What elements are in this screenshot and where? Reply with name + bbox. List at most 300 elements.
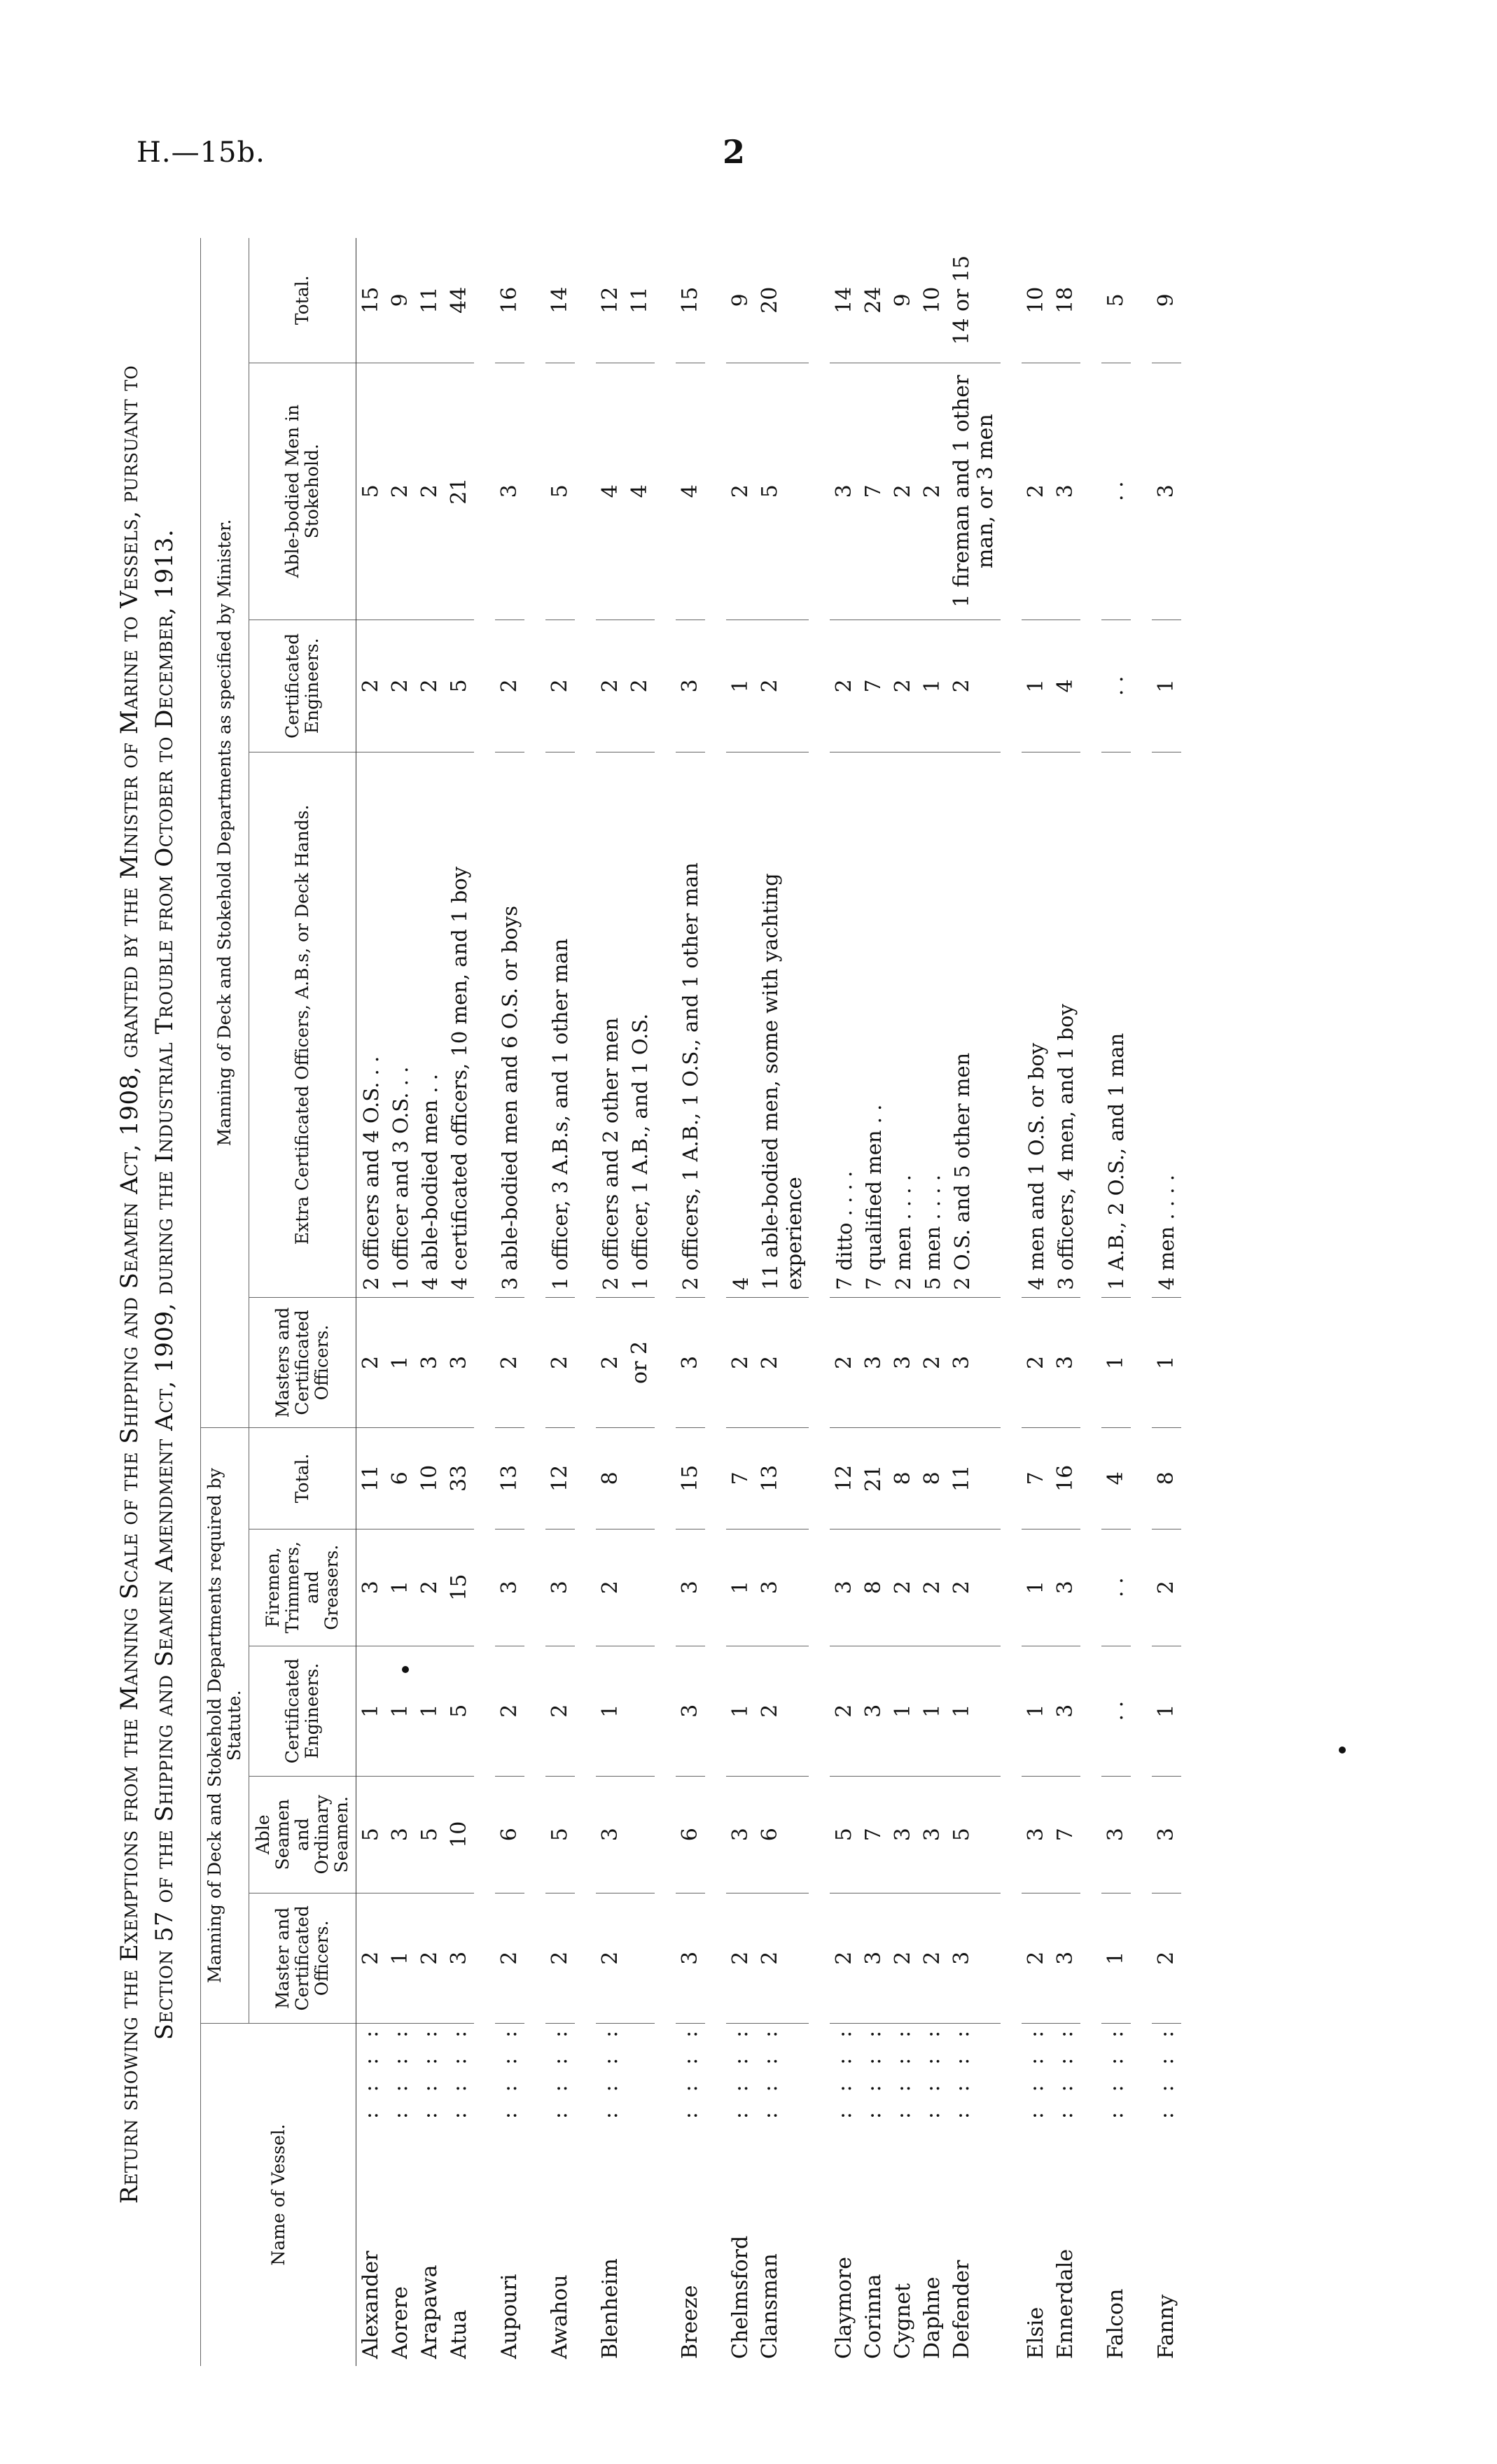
cell-sf: 2: [889, 1529, 918, 1646]
cell-me: 2: [356, 620, 387, 752]
vessel-name: Clansman: [758, 2253, 782, 2359]
cell-sf: 2: [1152, 1529, 1181, 1646]
cell-mm: 3: [1051, 1297, 1080, 1427]
cell-sf: 3: [495, 1529, 524, 1646]
cell-sm: 2: [1022, 1893, 1051, 2023]
cell-mm: 3: [947, 1297, 1001, 1427]
cell-se: 3: [1051, 1646, 1080, 1776]
cell-sf: 2: [415, 1529, 445, 1646]
vessel-name-cell: [356, 2023, 387, 2366]
cell-se: 3: [859, 1646, 889, 1776]
cell-sm: 2: [830, 1893, 859, 2023]
cell-mt: 18: [1051, 238, 1080, 363]
vessel-name-cell: [445, 2023, 474, 2366]
cell-mx: 3 officers, 4 men, and 1 boy: [1051, 752, 1080, 1297]
rotated-return-table-page: [112, 203, 1442, 2366]
cell-sm: [625, 1893, 655, 2023]
leader-dots: : : : :: [358, 2030, 383, 2120]
cell-me: 2: [415, 620, 445, 752]
cell-se: 5: [445, 1646, 474, 1776]
row-spacer-cell: [705, 238, 726, 2366]
row-spacer-cell: [474, 238, 495, 2366]
cell-ms: 2: [386, 363, 415, 620]
cell-sf: . .: [1101, 1529, 1131, 1646]
cell-mm: 2: [1022, 1297, 1051, 1427]
cell-sm: 2: [726, 1893, 756, 2023]
cell-sm: 3: [445, 1893, 474, 2023]
cell-mx: 11 able-bodied men, some with yachting experience: [756, 752, 809, 1297]
vessel-name-cell: [889, 2023, 918, 2366]
cell-st: 8: [918, 1428, 947, 1530]
cell-st: 8: [889, 1428, 918, 1530]
row-spacer: [809, 238, 830, 2366]
document-code: H.—15b.: [137, 136, 265, 169]
cell-sf: 1: [726, 1529, 756, 1646]
cell-me: 2: [830, 620, 859, 752]
row-spacer: [524, 238, 545, 2366]
col-header-minister-total: Total.: [249, 238, 356, 363]
cell-se: [625, 1646, 655, 1776]
cell-me: 2: [386, 620, 415, 752]
col-header-statute-engineers: Certificated Engineers.: [249, 1646, 356, 1776]
cell-sm: 3: [859, 1893, 889, 2023]
leader-dots: : : : :: [1024, 2030, 1048, 2120]
cell-sm: 3: [676, 1893, 705, 2023]
cell-sa: 3: [596, 1776, 625, 1893]
cell-ms: 4: [596, 363, 625, 620]
cell-mt: 16: [495, 238, 524, 363]
vessel-name: Fanny: [1154, 2294, 1178, 2359]
vessel-name: Falcon: [1103, 2288, 1128, 2359]
row-spacer-cell: [1080, 238, 1101, 2366]
cell-mm: 2: [596, 1297, 625, 1427]
cell-mx: 1 officer and 3 O.S. . .: [386, 752, 415, 1297]
cell-me: 5: [445, 620, 474, 752]
leader-dots: : : : :: [1154, 2030, 1178, 2120]
col-header-minister-extra: Extra Certificated Officers, A.B.s, or Deck Hands.: [249, 752, 356, 1297]
leader-dots: : : : :: [388, 2030, 412, 2120]
cell-st: 11: [947, 1428, 1001, 1530]
vessel-name: Atua: [447, 2309, 471, 2359]
col-header-statute-seamen: Able Seamen and Ordinary Seamen.: [249, 1776, 356, 1893]
ink-dot-mark: [1339, 1746, 1346, 1754]
cell-ms: 2: [726, 363, 756, 620]
cell-se: 1: [1152, 1646, 1181, 1776]
cell-ms: 2: [1022, 363, 1051, 620]
row-spacer-cell: [809, 238, 830, 2366]
cell-sf: 2: [918, 1529, 947, 1646]
cell-st: 13: [756, 1428, 809, 1530]
vessel-name-cell: [596, 2023, 625, 2366]
table-row: [830, 238, 859, 2366]
cell-mx: 1 officer, 3 A.B.s, and 1 other man: [545, 752, 575, 1297]
cell-sf: 3: [1051, 1529, 1080, 1646]
cell-mt: 15: [356, 238, 387, 363]
cell-me: 2: [756, 620, 809, 752]
vessel-name: Chelmsford: [728, 2235, 753, 2359]
cell-mx: 4 certificated officers, 10 men, and 1 boy: [445, 752, 474, 1297]
table-row: [1152, 238, 1181, 2366]
cell-sf: 1: [386, 1529, 415, 1646]
cell-mm: or 2: [625, 1297, 655, 1427]
cell-sm: 2: [918, 1893, 947, 2023]
cell-st: 21: [859, 1428, 889, 1530]
cell-sm: 3: [1051, 1893, 1080, 2023]
cell-sa: 3: [726, 1776, 756, 1893]
cell-sa: 3: [889, 1776, 918, 1893]
title-line-1: Return showing the Exemptions from the Manning Scale of the Shipping and Seamen Act, 1908, granted by the Minister of Marine to Vessels, pursuant to: [116, 365, 144, 2204]
leader-dots: : : : :: [598, 2030, 622, 2120]
cell-sa: 5: [830, 1776, 859, 1893]
cell-mt: 12: [596, 238, 625, 363]
row-spacer: [705, 238, 726, 2366]
cell-st: 10: [415, 1428, 445, 1530]
cell-mt: 20: [756, 238, 809, 363]
cell-ms: 7: [859, 363, 889, 620]
cell-me: 7: [859, 620, 889, 752]
cell-se: 3: [676, 1646, 705, 1776]
cell-sm: 2: [596, 1893, 625, 2023]
return-title: [112, 203, 182, 2366]
row-spacer: [575, 238, 596, 2366]
table-row: [676, 238, 705, 2366]
cell-st: 33: [445, 1428, 474, 1530]
vessel-name: Claymore: [832, 2257, 856, 2359]
vessel-name-cell: [676, 2023, 705, 2366]
cell-mx: 5 men . . . .: [918, 752, 947, 1297]
cell-mx: 7 ditto . . . .: [830, 752, 859, 1297]
vessel-name: Blenheim: [598, 2258, 622, 2359]
cell-me: 1: [918, 620, 947, 752]
col-header-vessel: Name of Vessel.: [201, 2023, 356, 2366]
cell-sf: 3: [830, 1529, 859, 1646]
cell-ms: 1 fireman and 1 other man, or 3 men: [947, 363, 1001, 620]
vessel-name-cell: [1152, 2023, 1181, 2366]
vessel-name: Aupouri: [497, 2274, 522, 2359]
cell-ms: 21: [445, 363, 474, 620]
cell-sf: 3: [676, 1529, 705, 1646]
cell-me: . .: [1101, 620, 1131, 752]
table-row: [596, 238, 625, 2366]
cell-se: 1: [889, 1646, 918, 1776]
vessel-name-cell: [756, 2023, 809, 2366]
row-spacer: [1001, 238, 1022, 2366]
cell-mx: 1 A.B., 2 O.S., and 1 man: [1101, 752, 1131, 1297]
cell-sa: 5: [947, 1776, 1001, 1893]
cell-mt: 11: [625, 238, 655, 363]
cell-sa: 6: [756, 1776, 809, 1893]
cell-me: 4: [1051, 620, 1080, 752]
cell-ms: 2: [415, 363, 445, 620]
row-spacer-cell: [655, 238, 676, 2366]
group-header-minister: Manning of Deck and Stokehold Departments as specified by Minister.: [201, 238, 249, 1428]
page-number: 2: [723, 133, 746, 171]
cell-sa: 5: [545, 1776, 575, 1893]
cell-sm: 1: [1101, 1893, 1131, 2023]
cell-sf: 1: [1022, 1529, 1051, 1646]
cell-me: 1: [1022, 620, 1051, 752]
cell-st: 13: [495, 1428, 524, 1530]
leader-dots: : : : :: [548, 2030, 572, 2120]
cell-se: 1: [356, 1646, 387, 1776]
cell-sa: 5: [415, 1776, 445, 1893]
cell-mm: 2: [495, 1297, 524, 1427]
cell-ms: . .: [1101, 363, 1131, 620]
cell-sm: 2: [1152, 1893, 1181, 2023]
cell-me: 1: [726, 620, 756, 752]
cell-mx: 4 able-bodied men . .: [415, 752, 445, 1297]
table-body: [356, 238, 1182, 2366]
cell-ms: 2: [918, 363, 947, 620]
table-row: [386, 238, 415, 2366]
cell-st: 16: [1051, 1428, 1080, 1530]
table-row: [889, 238, 918, 2366]
cell-se: 2: [545, 1646, 575, 1776]
vessel-name-cell: [386, 2023, 415, 2366]
cell-sf: 3: [545, 1529, 575, 1646]
cell-ms: 3: [495, 363, 524, 620]
vessel-name-cell: [625, 2023, 655, 2366]
cell-me: 2: [947, 620, 1001, 752]
cell-st: 15: [676, 1428, 705, 1530]
cell-sa: 10: [445, 1776, 474, 1893]
col-header-statute-total: Total.: [249, 1428, 356, 1530]
cell-st: 7: [1022, 1428, 1051, 1530]
cell-sm: 1: [386, 1893, 415, 2023]
leader-dots: : : : :: [758, 2030, 782, 2120]
table-row: [545, 238, 575, 2366]
leader-dots: : : : :: [949, 2030, 974, 2120]
cell-mm: 1: [386, 1297, 415, 1427]
cell-ms: 5: [545, 363, 575, 620]
cell-sf: 2: [596, 1529, 625, 1646]
cell-mt: 15: [676, 238, 705, 363]
row-spacer-cell: [524, 238, 545, 2366]
leader-dots: : : : :: [891, 2030, 915, 2120]
cell-sa: 7: [1051, 1776, 1080, 1893]
vessel-name-cell: [947, 2023, 1001, 2366]
vessel-name: Breeze: [678, 2285, 702, 2359]
vessel-name: Arapawa: [417, 2264, 442, 2359]
cell-mt: 9: [386, 238, 415, 363]
vessel-name-cell: [1022, 2023, 1051, 2366]
vessel-name: Awahou: [548, 2274, 572, 2359]
cell-sa: 3: [1152, 1776, 1181, 1893]
cell-mx: 2 men . . . .: [889, 752, 918, 1297]
cell-mm: 2: [756, 1297, 809, 1427]
cell-se: 1: [918, 1646, 947, 1776]
cell-st: 12: [830, 1428, 859, 1530]
cell-mm: 1: [1101, 1297, 1131, 1427]
ink-dot-mark: [402, 1666, 409, 1673]
cell-se: 1: [386, 1646, 415, 1776]
cell-mx: 4 men . . . .: [1152, 752, 1181, 1297]
col-header-statute-firemen: Firemen, Trimmers, and Greasers.: [249, 1529, 356, 1646]
cell-me: 2: [495, 620, 524, 752]
vessel-name-cell: [415, 2023, 445, 2366]
leader-dots: : : : :: [920, 2030, 945, 2120]
cell-sf: 2: [947, 1529, 1001, 1646]
cell-ms: 5: [756, 363, 809, 620]
table-row: [1051, 238, 1080, 2366]
vessel-name-cell: [1051, 2023, 1080, 2366]
cell-ms: 4: [625, 363, 655, 620]
cell-st: 7: [726, 1428, 756, 1530]
cell-mt: 24: [859, 238, 889, 363]
table-row: [495, 238, 524, 2366]
leader-dots: : : : :: [1053, 2030, 1078, 2120]
cell-se: 1: [596, 1646, 625, 1776]
vessel-name-cell: [859, 2023, 889, 2366]
vessel-name: Aorere: [388, 2286, 412, 2359]
vessel-name-cell: [918, 2023, 947, 2366]
cell-mx: 3 able-bodied men and 6 O.S. or boys: [495, 752, 524, 1297]
cell-sa: 3: [1101, 1776, 1131, 1893]
cell-mx: 7 qualified men . .: [859, 752, 889, 1297]
row-spacer-cell: [575, 238, 596, 2366]
row-spacer: [1131, 238, 1152, 2366]
cell-sa: 3: [386, 1776, 415, 1893]
vessel-name-cell: [1101, 2023, 1131, 2366]
table-row: [918, 238, 947, 2366]
cell-se: 2: [495, 1646, 524, 1776]
cell-ms: 3: [830, 363, 859, 620]
cell-mm: 2: [726, 1297, 756, 1427]
cell-mm: 2: [830, 1297, 859, 1427]
cell-mm: 3: [859, 1297, 889, 1427]
cell-se: 1: [415, 1646, 445, 1776]
cell-mm: 1: [1152, 1297, 1181, 1427]
cell-sa: [625, 1776, 655, 1893]
cell-se: 2: [756, 1646, 809, 1776]
col-header-statute-masters: Master and Certificated Officers.: [249, 1893, 356, 2023]
title-line-2: Section 57 of the Shipping and Seamen Amendment Act, 1909, during the Industrial Trouble from October to December, 1913.: [151, 528, 179, 2040]
cell-st: 4: [1101, 1428, 1131, 1530]
cell-sa: 7: [859, 1776, 889, 1893]
row-spacer-cell: [1001, 238, 1022, 2366]
cell-ms: 3: [1152, 363, 1181, 620]
cell-mt: 14 or 15: [947, 238, 1001, 363]
cell-st: 8: [596, 1428, 625, 1530]
cell-mx: 4 men and 1 O.S. or boy: [1022, 752, 1051, 1297]
leader-dots: : : : :: [497, 2030, 522, 2120]
cell-mx: 4: [726, 752, 756, 1297]
cell-st: 8: [1152, 1428, 1181, 1530]
cell-se: 1: [1022, 1646, 1051, 1776]
exemptions-table: [200, 238, 1181, 2366]
cell-mt: 14: [545, 238, 575, 363]
row-spacer: [1080, 238, 1101, 2366]
cell-me: 2: [596, 620, 625, 752]
cell-mx: 2 O.S. and 5 other men: [947, 752, 1001, 1297]
table-row: [726, 238, 756, 2366]
cell-st: [625, 1428, 655, 1530]
cell-sa: 3: [1022, 1776, 1051, 1893]
cell-sm: 2: [889, 1893, 918, 2023]
vessel-name: Corinna: [861, 2274, 886, 2359]
table-row: [756, 238, 809, 2366]
cell-ms: 3: [1051, 363, 1080, 620]
cell-mm: 3: [445, 1297, 474, 1427]
cell-sa: 6: [495, 1776, 524, 1893]
table-row: [947, 238, 1001, 2366]
vessel-name-cell: [726, 2023, 756, 2366]
cell-sf: 8: [859, 1529, 889, 1646]
cell-me: 2: [545, 620, 575, 752]
cell-mx: 2 officers and 4 O.S. . .: [356, 752, 387, 1297]
leader-dots: : : : :: [832, 2030, 856, 2120]
cell-sf: 15: [445, 1529, 474, 1646]
cell-sm: 2: [356, 1893, 387, 2023]
cell-mm: 2: [545, 1297, 575, 1427]
cell-sa: 6: [676, 1776, 705, 1893]
vessel-name: Defender: [949, 2260, 974, 2359]
cell-mt: 9: [1152, 238, 1181, 363]
leader-dots: : : : :: [861, 2030, 886, 2120]
col-header-minister-stokehold: Able-bodied Men in Stokehold.: [249, 363, 356, 620]
cell-mm: 2: [356, 1297, 387, 1427]
cell-se: 1: [726, 1646, 756, 1776]
cell-sa: 3: [918, 1776, 947, 1893]
leader-dots: : : : :: [678, 2030, 702, 2120]
vessel-name: Ennerdale: [1053, 2248, 1078, 2359]
cell-sm: 2: [545, 1893, 575, 2023]
col-header-minister-masters: Masters and Certificated Officers.: [249, 1297, 356, 1427]
cell-mt: 10: [918, 238, 947, 363]
cell-mm: 2: [918, 1297, 947, 1427]
leader-dots: : : : :: [417, 2030, 442, 2120]
table-row: [445, 238, 474, 2366]
vessel-name-cell: [545, 2023, 575, 2366]
table-row: [1022, 238, 1051, 2366]
table-row: [415, 238, 445, 2366]
vessel-name: Alexander: [358, 2250, 383, 2359]
cell-mt: 9: [889, 238, 918, 363]
cell-ms: 2: [889, 363, 918, 620]
cell-st: 11: [356, 1428, 387, 1530]
row-spacer-cell: [1131, 238, 1152, 2366]
table-row: [625, 238, 655, 2366]
cell-sf: 3: [356, 1529, 387, 1646]
cell-me: 2: [625, 620, 655, 752]
row-spacer: [474, 238, 495, 2366]
cell-me: 1: [1152, 620, 1181, 752]
cell-sm: 2: [415, 1893, 445, 2023]
cell-mt: 5: [1101, 238, 1131, 363]
cell-sm: 2: [756, 1893, 809, 2023]
table-row: [859, 238, 889, 2366]
cell-mx: 2 officers, 1 A.B., 1 O.S., and 1 other man: [676, 752, 705, 1297]
cell-ms: 5: [356, 363, 387, 620]
cell-mx: 1 officer, 1 A.B., and 1 O.S.: [625, 752, 655, 1297]
group-header-statute: Manning of Deck and Stokehold Departments required by Statute.: [201, 1428, 249, 2024]
cell-mt: 9: [726, 238, 756, 363]
table-row: [1101, 238, 1131, 2366]
cell-se: 2: [830, 1646, 859, 1776]
cell-mm: 3: [889, 1297, 918, 1427]
table-row: [356, 238, 387, 2366]
cell-se: 1: [947, 1646, 1001, 1776]
cell-st: 6: [386, 1428, 415, 1530]
cell-mx: 2 officers and 2 other men: [596, 752, 625, 1297]
vessel-name-cell: [830, 2023, 859, 2366]
vessel-name: Daphne: [920, 2276, 945, 2359]
cell-se: . .: [1101, 1646, 1131, 1776]
cell-mm: 3: [676, 1297, 705, 1427]
vessel-name: Cygnet: [891, 2283, 915, 2359]
cell-sm: 2: [495, 1893, 524, 2023]
cell-st: 12: [545, 1428, 575, 1530]
